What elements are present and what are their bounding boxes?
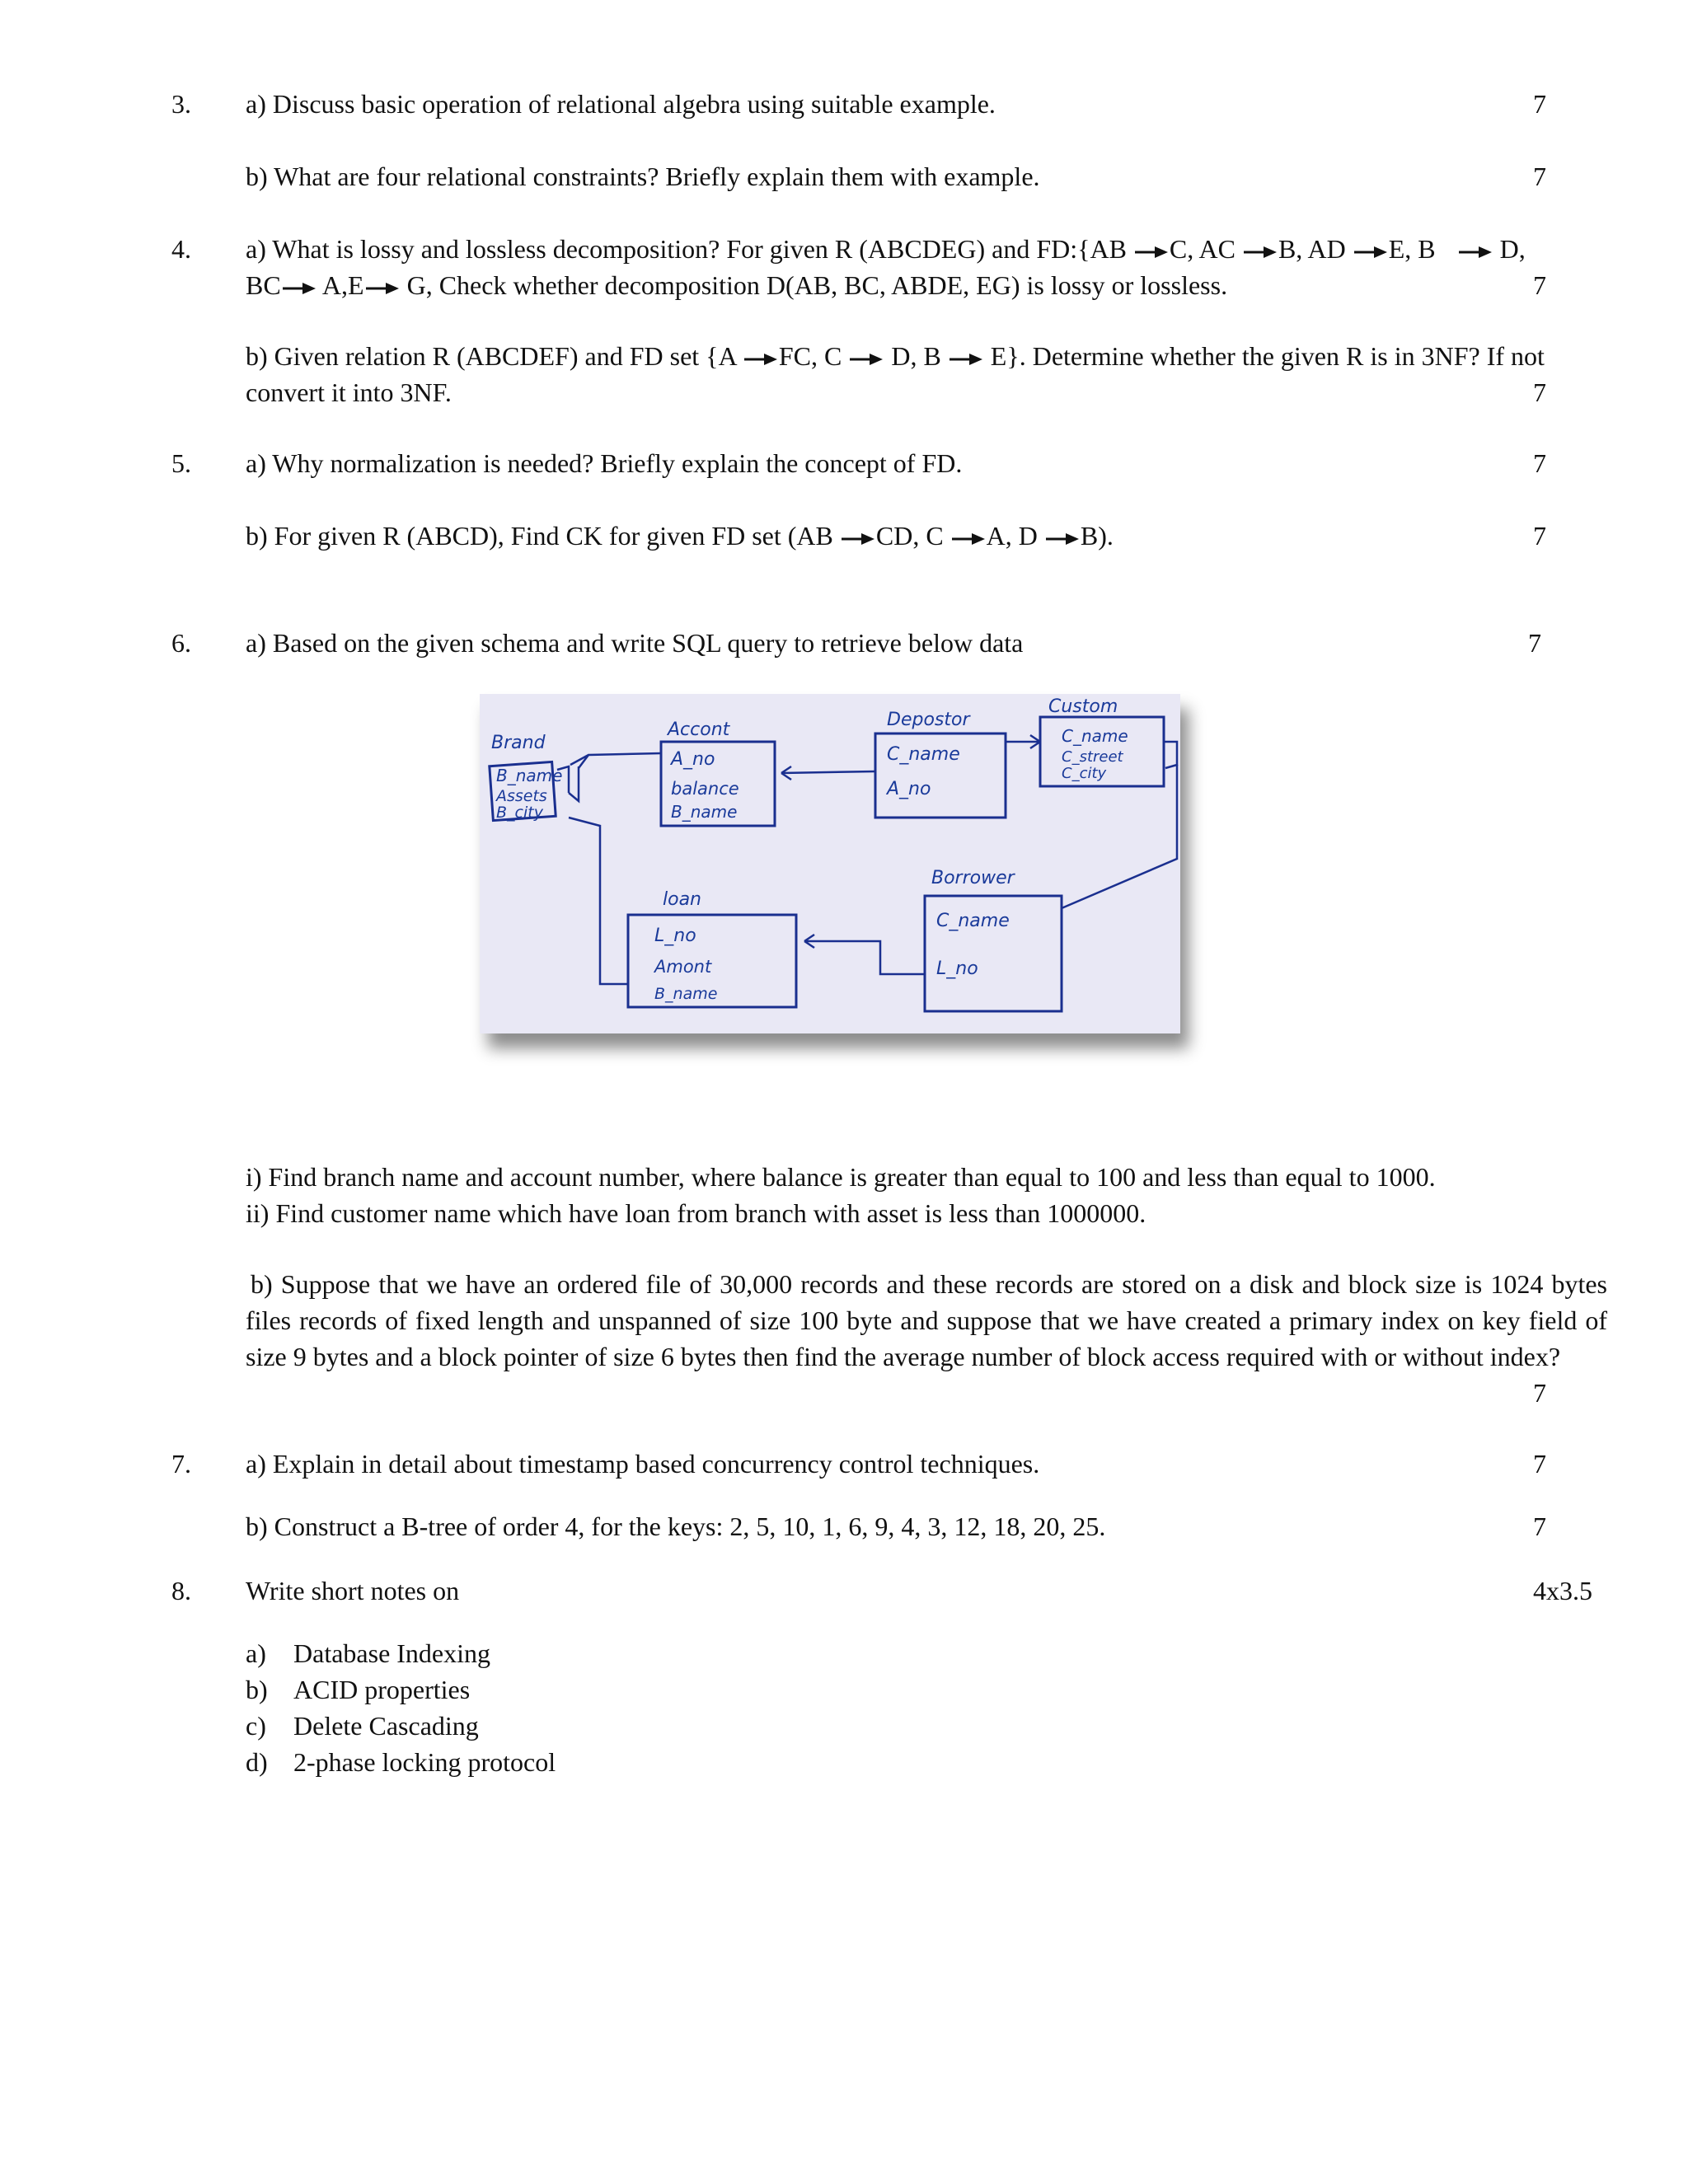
list-item [246,1635,556,1671]
arrow-right-icon [1354,246,1387,259]
depositor-field-1: C_name [887,744,960,765]
loan-field-3: B_name [654,985,718,1003]
q6a-marks: 7 [1528,628,1541,658]
list-item [246,1671,556,1708]
borrower-field-1: C_name [936,911,1010,931]
q4b-line-1-part-2: FC, C [778,341,849,371]
customer-title: Custom [1048,696,1118,717]
arrow-right-icon [283,282,316,295]
question-number-8: 8. [171,1576,191,1605]
q6-part-i: i) Find branch name and account number, where balance is greater than equal to 100 and less than equal to 1000. [246,1162,1436,1192]
customer-field-2: C_street [1062,748,1123,766]
q5a-marks: 7 [1533,448,1546,478]
q4b-line-1-part-3: D, B [884,341,948,371]
arrow-right-icon [1244,246,1277,259]
q4a-line-1-part-4: E, B [1388,234,1442,264]
q4a-line-2-part-1: BC [246,270,281,300]
q5b-part-2: CD, C [875,521,950,551]
q8-marks: 4x3.5 [1533,1576,1592,1605]
q4b-line-2: convert it into 3NF. [246,377,452,407]
q3a-marks: 7 [1533,89,1546,119]
borrower-field-2: L_no [936,958,978,979]
loan-field-2: Amont [654,957,712,977]
account-title: Accont [668,719,730,740]
branch-field-1: B_name [496,766,563,785]
q4b-line-1-part-4: E}. Determine whether the given R is in 3NF? If not [983,341,1545,371]
account-field-2: balance [671,779,739,799]
list-item-label: c) [246,1711,266,1741]
q7b-marks: 7 [1533,1511,1546,1541]
q4a-marks: 7 [1533,270,1546,300]
depositor-title: Depostor [887,710,970,730]
q6b-marks: 7 [1533,1378,1546,1408]
q6b-text: b) Suppose that we have an ordered file of 30,000 records and these records are stored on a disk and block size is 1024 bytes files records of fixed length and unspanned of size 100 byte and suppose that we have created a primary index on key field of size 9 bytes and a block pointer of size 6 bytes then find the average number of block access required with or without index? [246,1269,1607,1371]
schema-diagram-photo [480,694,1180,1033]
borrower-title: Borrower [931,868,1015,888]
loan-title: loan [663,889,701,910]
q5b-part-3: A, D [986,521,1044,551]
list-item-text: Delete Cascading [293,1711,479,1741]
q6a-text: a) Based on the given schema and write SQL query to retrieve below data [246,628,1024,658]
q4b-line-1-part-1: b) Given relation R (ABCDEF) and FD set {A [246,341,743,371]
arrow-right-icon [952,532,985,546]
loan-field-1: L_no [654,926,696,946]
q3a-text: a) Discuss basic operation of relational algebra using suitable example. [246,89,996,119]
arrow-right-icon [842,532,874,546]
question-number-3: 3. [171,89,191,119]
arrow-right-icon [1459,246,1492,259]
q4a-line-1 [246,231,1607,267]
branch-field-3: B_city [496,804,543,822]
schema-diagram-drawing [480,694,1180,1033]
list-item-text: 2-phase locking protocol [293,1747,556,1777]
q6-part-ii: ii) Find customer name which have loan from branch with asset is less than 1000000. [246,1198,1146,1228]
q7b-text: b) Construct a B-tree of order 4, for the keys: 2, 5, 10, 1, 6, 9, 4, 3, 12, 18, 20, 25. [246,1511,1106,1541]
list-item-label: a) [246,1638,266,1668]
list-item-label: d) [246,1747,268,1777]
account-field-1: A_no [671,749,715,770]
q7a-text: a) Explain in detail about timestamp based concurrency control techniques. [246,1449,1040,1479]
list-item [246,1708,556,1744]
depositor-field-2: A_no [887,779,931,799]
question-number-5: 5. [171,448,191,478]
q5b-part-1: b) For given R (ABCD), Find CK for given FD set (AB [246,521,840,551]
q4a-line-1-part-3: B, AD [1278,234,1353,264]
arrow-right-icon [366,282,399,295]
arrow-right-icon [744,353,777,366]
arrow-right-icon [1046,532,1079,546]
q4a-line-1-part-2: C, AC [1169,234,1242,264]
q8-text: Write short notes on [246,1576,460,1605]
branch-title: Brand [491,733,546,753]
list-item-label: b) [246,1675,268,1704]
branch-field-2: Assets [496,787,547,805]
customer-field-3: C_city [1062,765,1107,782]
arrow-right-icon [950,353,982,366]
arrow-right-icon [850,353,883,366]
q5b-marks: 7 [1533,521,1546,551]
q8-notes-list [246,1635,556,1780]
arrow-right-icon [1135,246,1168,259]
q4a-line-1-part-5: D, [1493,234,1526,264]
q3b-marks: 7 [1533,162,1546,191]
customer-field-1: C_name [1062,726,1128,746]
q5b-text [246,518,1114,554]
q5a-text: a) Why normalization is needed? Briefly explain the concept of FD. [246,448,963,478]
q7a-marks: 7 [1533,1449,1546,1479]
q3b-text: b) What are four relational constraints? Briefly explain them with example. [246,162,1040,191]
q4a-line-2-part-2: A,E [316,270,364,300]
account-field-3: B_name [671,802,738,822]
list-item-text: ACID properties [293,1675,471,1704]
question-number-6: 6. [171,628,191,658]
question-number-7: 7. [171,1449,191,1479]
q4a-line-1-part-1: a) What is lossy and lossless decomposition? For given R (ABCDEG) and FD:{AB [246,234,1133,264]
q4a-line-2 [246,267,1227,303]
q4a-line-2-part-3: G, Check whether decomposition D(AB, BC, ABDE, EG) is lossy or lossless. [400,270,1228,300]
list-item-text: Database Indexing [293,1638,491,1668]
q4b-line-1 [246,338,1545,374]
q4b-marks: 7 [1533,377,1546,407]
list-item [246,1744,556,1780]
question-number-4: 4. [171,234,191,264]
q5b-part-4: B). [1080,521,1114,551]
